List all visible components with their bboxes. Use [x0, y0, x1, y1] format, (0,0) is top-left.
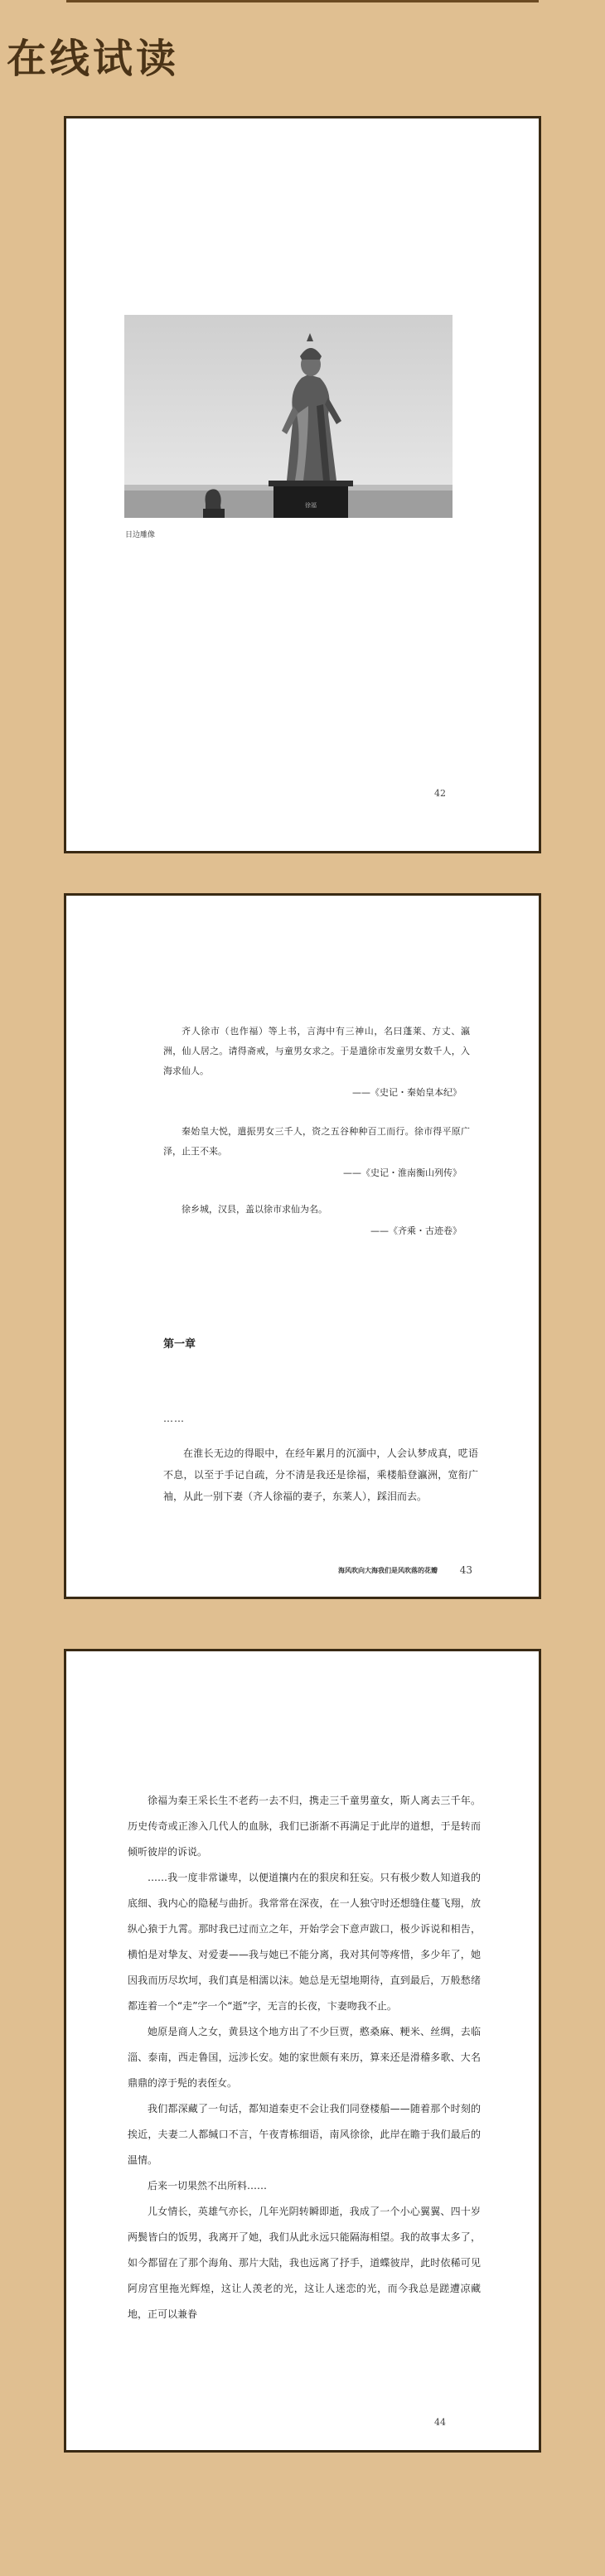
- top-divider: [66, 0, 539, 2]
- preview-page-42: [64, 116, 541, 853]
- epigraph-3: [163, 1200, 470, 1241]
- epigraph-source: ——《齐乘・古迹卷》: [370, 1225, 462, 1236]
- running-footer-title: 海风吹向大海我们是风吹落的花瓣: [338, 1567, 438, 1574]
- page-body-text: [128, 1788, 481, 2327]
- preview-page-44: [64, 1649, 541, 2453]
- body-paragraph: ……我一度非常谦卑，以便道攘内在的狠戾和狂妄。只有极少数人知道我的底细、我内心的隐秘与曲折。我常常在深夜，在一人独守时还想缝住蔓飞翔，放纵心猿于九霄。那时我已过而立之年，开始学会下意声跋口，极少诉说和相告，横怕是对挚友、对爱妻——我与她已不能分离，我对其何等疼惜，多少年了，她因我而历尽坎坷，我们真是相濡以沫。她总是无望地期待，直到最后，万般愁绪都连着一个“走”字一个“逝”字，无言的长夜，卞妻吻我不止。: [128, 1872, 481, 2012]
- epigraph-text: 徐乡城，汉县，盖以徐市求仙为名。: [182, 1204, 327, 1215]
- body-paragraph: 她原是商人之女，黄县这个地方出了不少巨贾，憨桑麻、粳米、丝绸，去临淄、泰南，西走鲁国，远涉长安。她的家世颇有来历，算来还是滑稽多歌、大名鼎鼎的淳于髡的表侄女。: [128, 2026, 481, 2089]
- body-paragraph: 儿女情长，英雄气亦长，几年光阴转瞬即逝，我成了一个小心翼翼、四十岁两鬓皆白的饭男，我离开了她，我们从此永远只能隔海相望。我的故事太多了，如今都留在了那个海角、那片大陆，我也远离了抒手，道蝶彼岸，此时依稀可见阿房宫里拖光辉煌，这让人羡老的光，这让人迷恋的光，而今我总是蹉遭凉藏地，正可以兼眷: [128, 2206, 481, 2320]
- epigraph-source: ——《史记・秦始皇本纪》: [352, 1087, 462, 1098]
- section-title: 在线试读: [7, 36, 180, 82]
- page-number: 43: [459, 1564, 472, 1576]
- photo-caption: 日边雕像: [125, 531, 156, 539]
- epigraph-1: [163, 1022, 470, 1103]
- preview-page-43: [64, 893, 541, 1599]
- epigraph-2: [163, 1122, 470, 1183]
- epigraph-text: 齐人徐市（也作福）等上书，言海中有三神山，名曰蓬莱、方丈、瀛洲，仙人居之。请得斋戒，与童男女求之。于是遣徐市发童男女数千人，入海求仙人。: [163, 1026, 470, 1076]
- svg-text:徐福: 徐福: [305, 502, 317, 509]
- chapter-title: 第一章: [163, 1338, 196, 1351]
- epigraph-source: ——《史记・淮南衡山列传》: [343, 1167, 462, 1178]
- page-number: 42: [434, 788, 446, 799]
- statue-photo: [124, 315, 453, 518]
- body-paragraph: 后来一切果然不出所料……: [148, 2180, 268, 2192]
- body-paragraph: 徐福为秦王采长生不老药一去不归，携走三千童男童女，斯人离去三千年。历史传奇或正渗入几代人的血脉，我们已浙渐不再满足于此岸的道想，于是转而倾听彼岸的诉说。: [128, 1795, 481, 1858]
- ellipsis: ……: [163, 1413, 185, 1424]
- chapter-paragraph: 在淮长无边的得眼中，在经年累月的沉湎中，人会认梦成真，呓语不息，以至于手记自疏，分不清是我还是徐福，乘楼船登瀛洲，宽衔广袖，从此一别下妻（齐人徐福的妻子，东莱人），踩泪而去。: [163, 1447, 478, 1502]
- epigraph-text: 秦始皇大悦，遣振男女三千人，资之五谷种种百工而行。徐市得平原广泽，止王不来。: [163, 1126, 470, 1157]
- page-number: 44: [434, 2417, 446, 2428]
- chapter-opening-text: [163, 1443, 478, 1507]
- body-paragraph: 我们都深藏了一句话，都知道秦吏不会让我们同登楼船——随着那个时刻的挨近，夫妻二人都缄口不言，午夜青栋细语，南风徐徐，此岸在瞻于我们最后的温情。: [128, 2103, 481, 2166]
